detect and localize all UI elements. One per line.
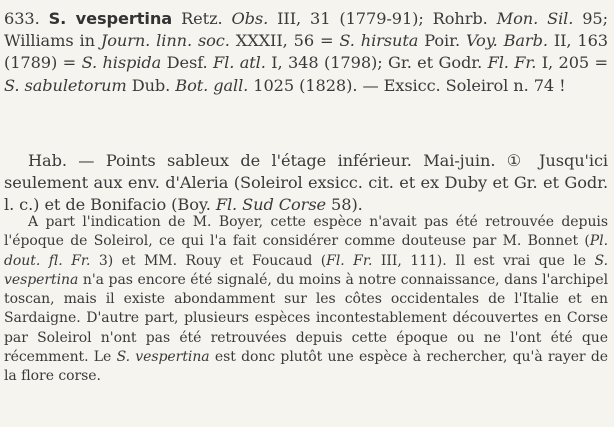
entry-citation: Bot. gall.: [175, 75, 249, 95]
entry-citation: Voy. Barb.: [465, 31, 548, 51]
entry-text: Poir.: [418, 31, 466, 51]
habitat-text: 58).: [326, 195, 363, 215]
entry-synonym: S. hirsuta: [339, 31, 419, 51]
note-text: 3) et MM. Rouy et Foucaud (: [90, 252, 327, 269]
note-text: n'a pas encore été signalé, du moins à notre connaissance, dans l'archipel toscan, mais il existe abondamment sur les côtes occidentales de l'Italie et en Sardaigne. D'autre part, plusieurs espèces incontestablement découvertes en Corse par Soleirol n'ont pas été retrouvées depuis cette époque ou ne l'ont été que récemment. Le: [4, 271, 608, 366]
habitat-citation: Fl. Sud Corse: [215, 195, 327, 215]
entry-text: III, 31 (1779-91); Rohrb.: [268, 9, 497, 28]
entry-text: Dub.: [126, 75, 176, 95]
note-citation: Pl. dout. fl. Fr.: [4, 233, 608, 269]
entry-text: I, 205 =: [536, 53, 609, 73]
habitat-text: Hab. — Points sableux de l'étage inférieur. Mai-juin. ① Jusqu'ici seulement aux env. d'Aleria (Soleirol exsicc. cit. et ex Duby et Gr. et Godr. l. c.) et de Bonifacio (Boy.: [4, 151, 608, 215]
commentary-paragraph: [4, 213, 608, 387]
species-entry: [4, 8, 608, 97]
entry-citation: Fl. Fr.: [487, 53, 537, 73]
note-citation: Fl. Fr.: [326, 252, 373, 269]
note-text: III, 111). Il est vrai que le: [372, 252, 595, 269]
habitat-paragraph: [4, 150, 608, 217]
note-text: A part l'indication de M. Boyer, cette espèce n'avait pas été retrouvée depuis l'époque de Soleirol, ce qui l'a fait considérer comme douteuse par M. Bonnet (: [4, 214, 608, 250]
note-text: est donc plutôt une espèce à rechercher, qu'à rayer de la flore corse.: [4, 349, 608, 385]
note-species: S. vespertina: [116, 349, 210, 366]
entry-text: Retz.: [172, 9, 232, 28]
entry-citation: Fl. atl.: [213, 53, 266, 73]
entry-text: 1025 (1828). — Exsicc. Soleirol n. 74 !: [248, 75, 566, 95]
entry-synonym: S. hispida: [81, 53, 162, 73]
entry-citation: Obs.: [231, 9, 269, 28]
entry-text: II, 163 (1789) =: [4, 31, 608, 73]
entry-citation: Mon. Sil.: [496, 9, 574, 28]
entry-text: XXXII, 56 =: [229, 31, 340, 51]
entry-text: I, 348 (1798); Gr. et Godr.: [265, 53, 488, 73]
entry-number: 633.: [4, 9, 40, 28]
note-species: S. vespertina: [4, 252, 608, 288]
species-name: S. vespertina: [48, 9, 173, 28]
entry-text: 95; Williams in: [4, 9, 608, 51]
entry-citation: Journ. linn. soc.: [100, 31, 230, 51]
entry-synonym: S. sabuletorum: [4, 75, 127, 95]
entry-text: Desf.: [161, 53, 214, 73]
